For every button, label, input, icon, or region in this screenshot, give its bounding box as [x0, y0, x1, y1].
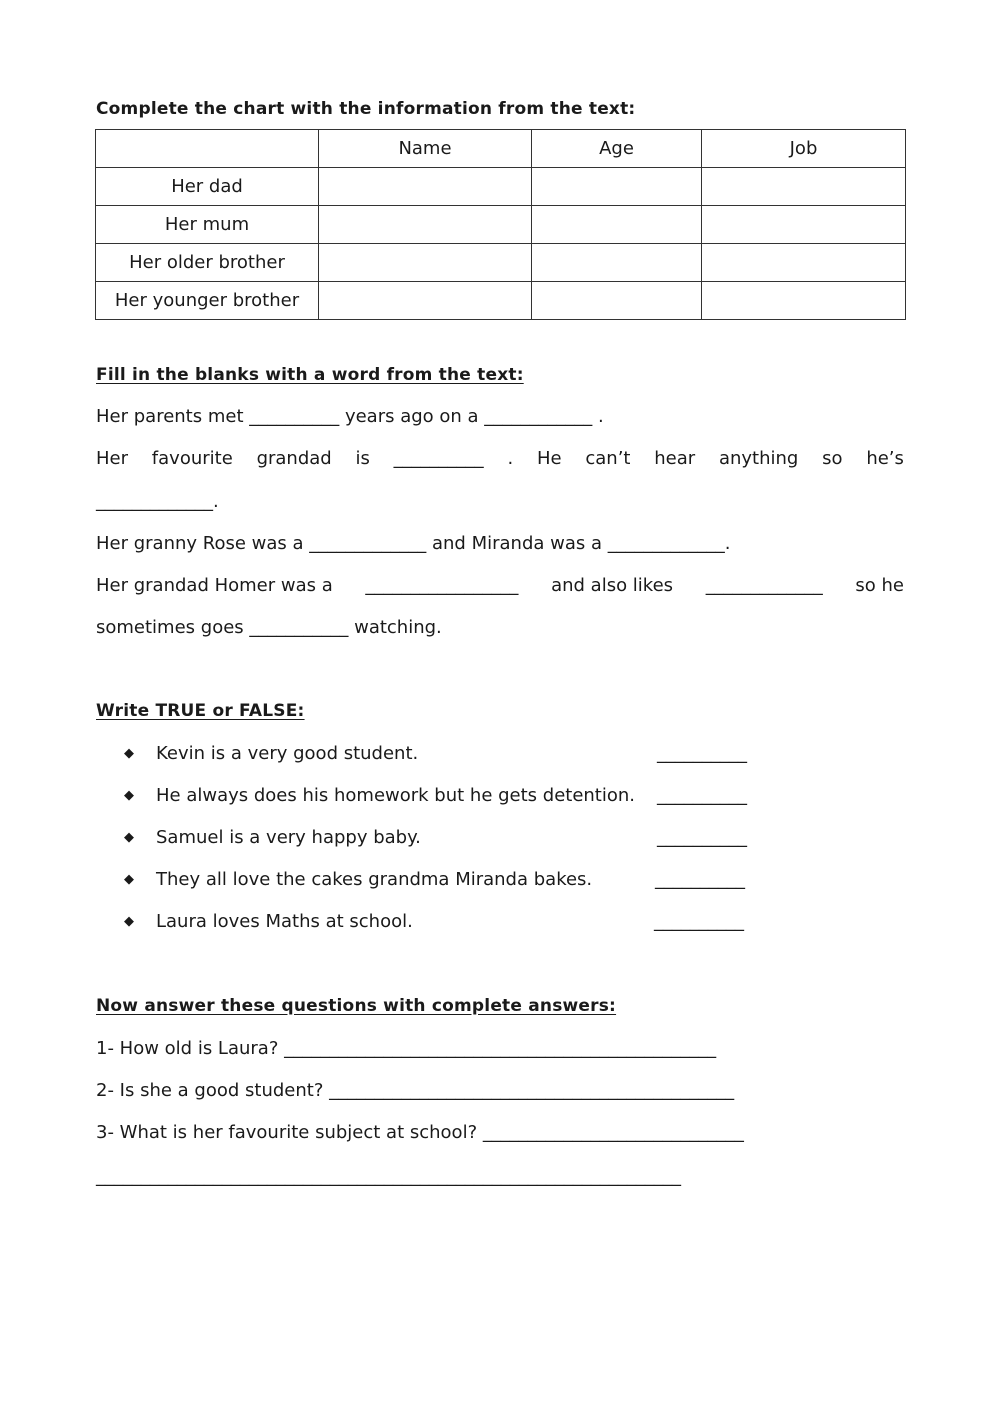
word: is	[355, 448, 370, 469]
answer-blank[interactable]: __________	[657, 743, 747, 764]
chart-cell-job[interactable]	[702, 244, 906, 282]
true-false-item	[124, 869, 804, 891]
true-false-item	[124, 911, 804, 933]
chart-row	[96, 206, 906, 244]
chart-cell-age[interactable]	[532, 206, 702, 244]
fill-line-6: sometimes goes ___________ watching.	[96, 617, 442, 638]
chart-row-label: Her mum	[96, 206, 319, 244]
questions-heading: Now answer these questions with complete answers:	[96, 996, 617, 1016]
true-false-item	[124, 785, 804, 807]
diamond-bullet-icon: ◆	[124, 872, 134, 887]
statement-text: Laura loves Maths at school.	[156, 911, 413, 932]
chart-cell-age[interactable]	[532, 282, 702, 320]
chart-header-name: Name	[319, 130, 532, 168]
chart-row	[96, 282, 906, 320]
chart-cell-job[interactable]	[702, 282, 906, 320]
true-false-item	[124, 827, 804, 849]
answer-blank[interactable]: __________	[655, 869, 745, 890]
statement-text: They all love the cakes grandma Miranda bakes.	[156, 869, 593, 890]
fill-line-3[interactable]: _____________.	[96, 491, 219, 512]
chart-row-label: Her older brother	[96, 244, 319, 282]
blank[interactable]: _____________	[705, 575, 823, 596]
chart-row-label: Her younger brother	[96, 282, 319, 320]
chart-cell-name[interactable]	[319, 168, 532, 206]
word: so	[822, 448, 843, 469]
chart-cell-age[interactable]	[532, 168, 702, 206]
chart-cell-name[interactable]	[319, 244, 532, 282]
word: he’s	[866, 448, 904, 469]
word: .	[507, 448, 514, 469]
chart-header-age: Age	[532, 130, 702, 168]
chart-cell-name[interactable]	[319, 282, 532, 320]
true-false-heading: Write TRUE or FALSE:	[96, 701, 305, 721]
chart-header-cell	[96, 130, 319, 168]
chart-cell-name[interactable]	[319, 206, 532, 244]
word: Her grandad Homer was a	[96, 575, 333, 596]
chart-cell-job[interactable]	[702, 206, 906, 244]
diamond-bullet-icon: ◆	[124, 788, 134, 803]
blank[interactable]: __________	[393, 448, 484, 469]
word: hear	[654, 448, 696, 469]
answer-blank[interactable]: __________	[657, 827, 747, 848]
chart-header-job: Job	[702, 130, 906, 168]
statement-text: Samuel is a very happy baby.	[156, 827, 421, 848]
answer-line[interactable]: _________________________________________________________________	[96, 1166, 681, 1187]
fill-blanks-heading: Fill in the blanks with a word from the text:	[96, 365, 524, 385]
statement-text: He always does his homework but he gets detention.	[156, 785, 636, 806]
chart-row	[96, 244, 906, 282]
answer-blank[interactable]: __________	[654, 911, 744, 932]
question-1: 1- How old is Laura? ________________________________________________	[96, 1038, 717, 1059]
blank[interactable]: _________________	[365, 575, 519, 596]
statement-text: Kevin is a very good student.	[156, 743, 419, 764]
fill-line-2	[96, 448, 904, 470]
chart-header-row	[96, 130, 906, 168]
diamond-bullet-icon: ◆	[124, 746, 134, 761]
diamond-bullet-icon: ◆	[124, 830, 134, 845]
answer-blank[interactable]: __________	[657, 785, 747, 806]
chart-cell-age[interactable]	[532, 244, 702, 282]
chart-cell-job[interactable]	[702, 168, 906, 206]
chart-heading: Complete the chart with the information from the text:	[96, 99, 636, 119]
true-false-item	[124, 743, 804, 765]
word: so he	[855, 575, 904, 596]
chart-row	[96, 168, 906, 206]
word: anything	[718, 448, 799, 469]
word: favourite	[151, 448, 233, 469]
word: He	[536, 448, 562, 469]
chart-row-label: Her dad	[96, 168, 319, 206]
fill-line-4: Her granny Rose was a _____________ and Miranda was a _____________.	[96, 533, 731, 554]
info-chart	[95, 129, 906, 320]
fill-line-1: Her parents met __________ years ago on a ____________ .	[96, 406, 604, 427]
question-2: 2- Is she a good student? _____________________________________________	[96, 1080, 735, 1101]
fill-line-5	[96, 575, 904, 597]
question-3: 3- What is her favourite subject at school? _____________________________	[96, 1122, 744, 1143]
word: can’t	[585, 448, 631, 469]
word: and also likes	[551, 575, 674, 596]
word: grandad	[256, 448, 332, 469]
diamond-bullet-icon: ◆	[124, 914, 134, 929]
word: Her	[96, 448, 129, 469]
